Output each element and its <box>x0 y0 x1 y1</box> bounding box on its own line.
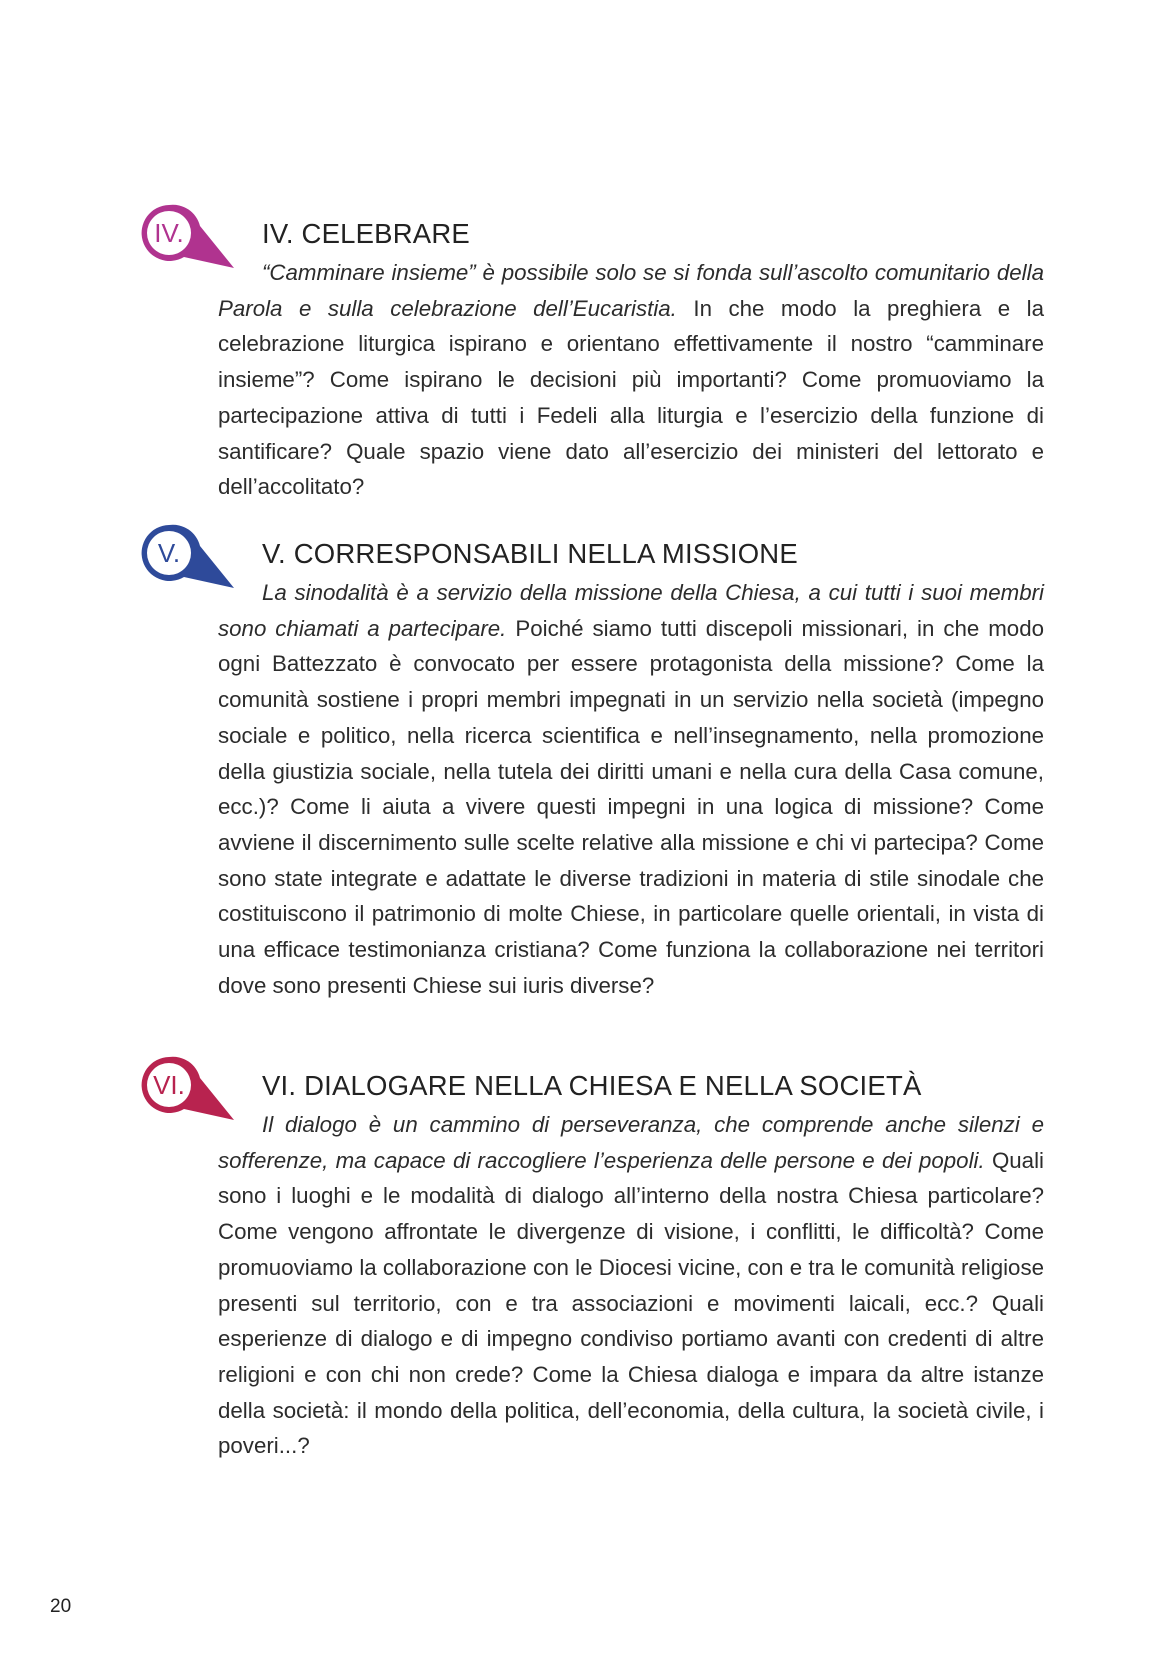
section-title: V. CORRESPONSABILI NELLA MISSIONE <box>262 538 798 569</box>
section-intro: La sinodalità è a servizio della missione della Chiesa, a cui tutti i suoi membri sono chiamati a partecipare. <box>218 580 1044 641</box>
section-body <box>218 1107 1044 1464</box>
section-intro: “Camminare insieme” è possibile solo se si fonda sull’ascolto comunitario della Parola e sulla celebrazione dell’Eucaristia. <box>218 260 1044 321</box>
section-numeral: V. <box>157 537 181 568</box>
section-text: Quali sono i luoghi e le modalità di dialogo all’interno della nostra Chiesa particolare? Come vengono affrontate le divergenze di visione, i conflitti, le difficoltà? Come promuoviamo la collaborazione con le Diocesi vicine, con e tra le comunità religiose presenti sul territorio, con e tra associazioni e movimenti laicali, ecc.? Quali esperienze di dialogo e di impegno condiviso portiamo avanti con credenti di altre religioni e con chi non crede? Come la Chiesa dialoga e impara da altre istanze della società: il mondo della politica, dell’economia, della cultura, la società civile, i poveri...? <box>218 1147 1044 1459</box>
section-intro: Il dialogo è un cammino di perseveranza, che comprende anche silenzi e sofferenze, ma capace di raccogliere l’esperienza delle persone e dei popoli. <box>218 1112 1044 1173</box>
section-text: Poiché siamo tutti discepoli missionari, in che modo ogni Battezzato è convocato per essere protagonista della missione? Come la comunità sostiene i propri membri impegnati in un servizio nella società (impegno sociale e politico, nella ricerca scientifica e nell’insegnamento, nella promozione della giustizia sociale, nella tutela dei diritti umani e nella cura della Casa comune, ecc.)? Come li aiuta a vivere questi impegni in una logica di missione? Come avviene il discernimento sulle scelte relative alla missione e chi vi partecipa? Come sono state integrate e adattate le diverse tradizioni in materia di stile sinodale che costituiscono il patrimonio di molte Chiese, in particolare quelle orientali, in vista di una efficace testimonianza cristiana? Come funziona la collaborazione nei territori dove sono presenti Chiese sui iuris diverse? <box>218 615 1044 998</box>
section-numeral: IV. <box>154 217 184 248</box>
section-text: In che modo la preghiera e la celebrazione liturgica ispirano e orientano effettivamente il nostro “camminare insieme”? Come ispirano le decisioni più importanti? Come promuoviamo la partecipazione attiva di tutti i Fedeli alla liturgia e l’esercizio della funzione di santificare? Quale spazio viene dato all’esercizio dei ministeri del lettorato e dell’accolitato? <box>218 295 1044 500</box>
section-body <box>218 575 1044 1003</box>
section-title: VI. DIALOGARE NELLA CHIESA E NELLA SOCIETÀ <box>262 1070 922 1101</box>
section-numeral: VI. <box>153 1069 185 1100</box>
section-title: IV. CELEBRARE <box>262 218 470 249</box>
section-body <box>218 255 1044 505</box>
page-number: 20 <box>50 1596 72 1617</box>
